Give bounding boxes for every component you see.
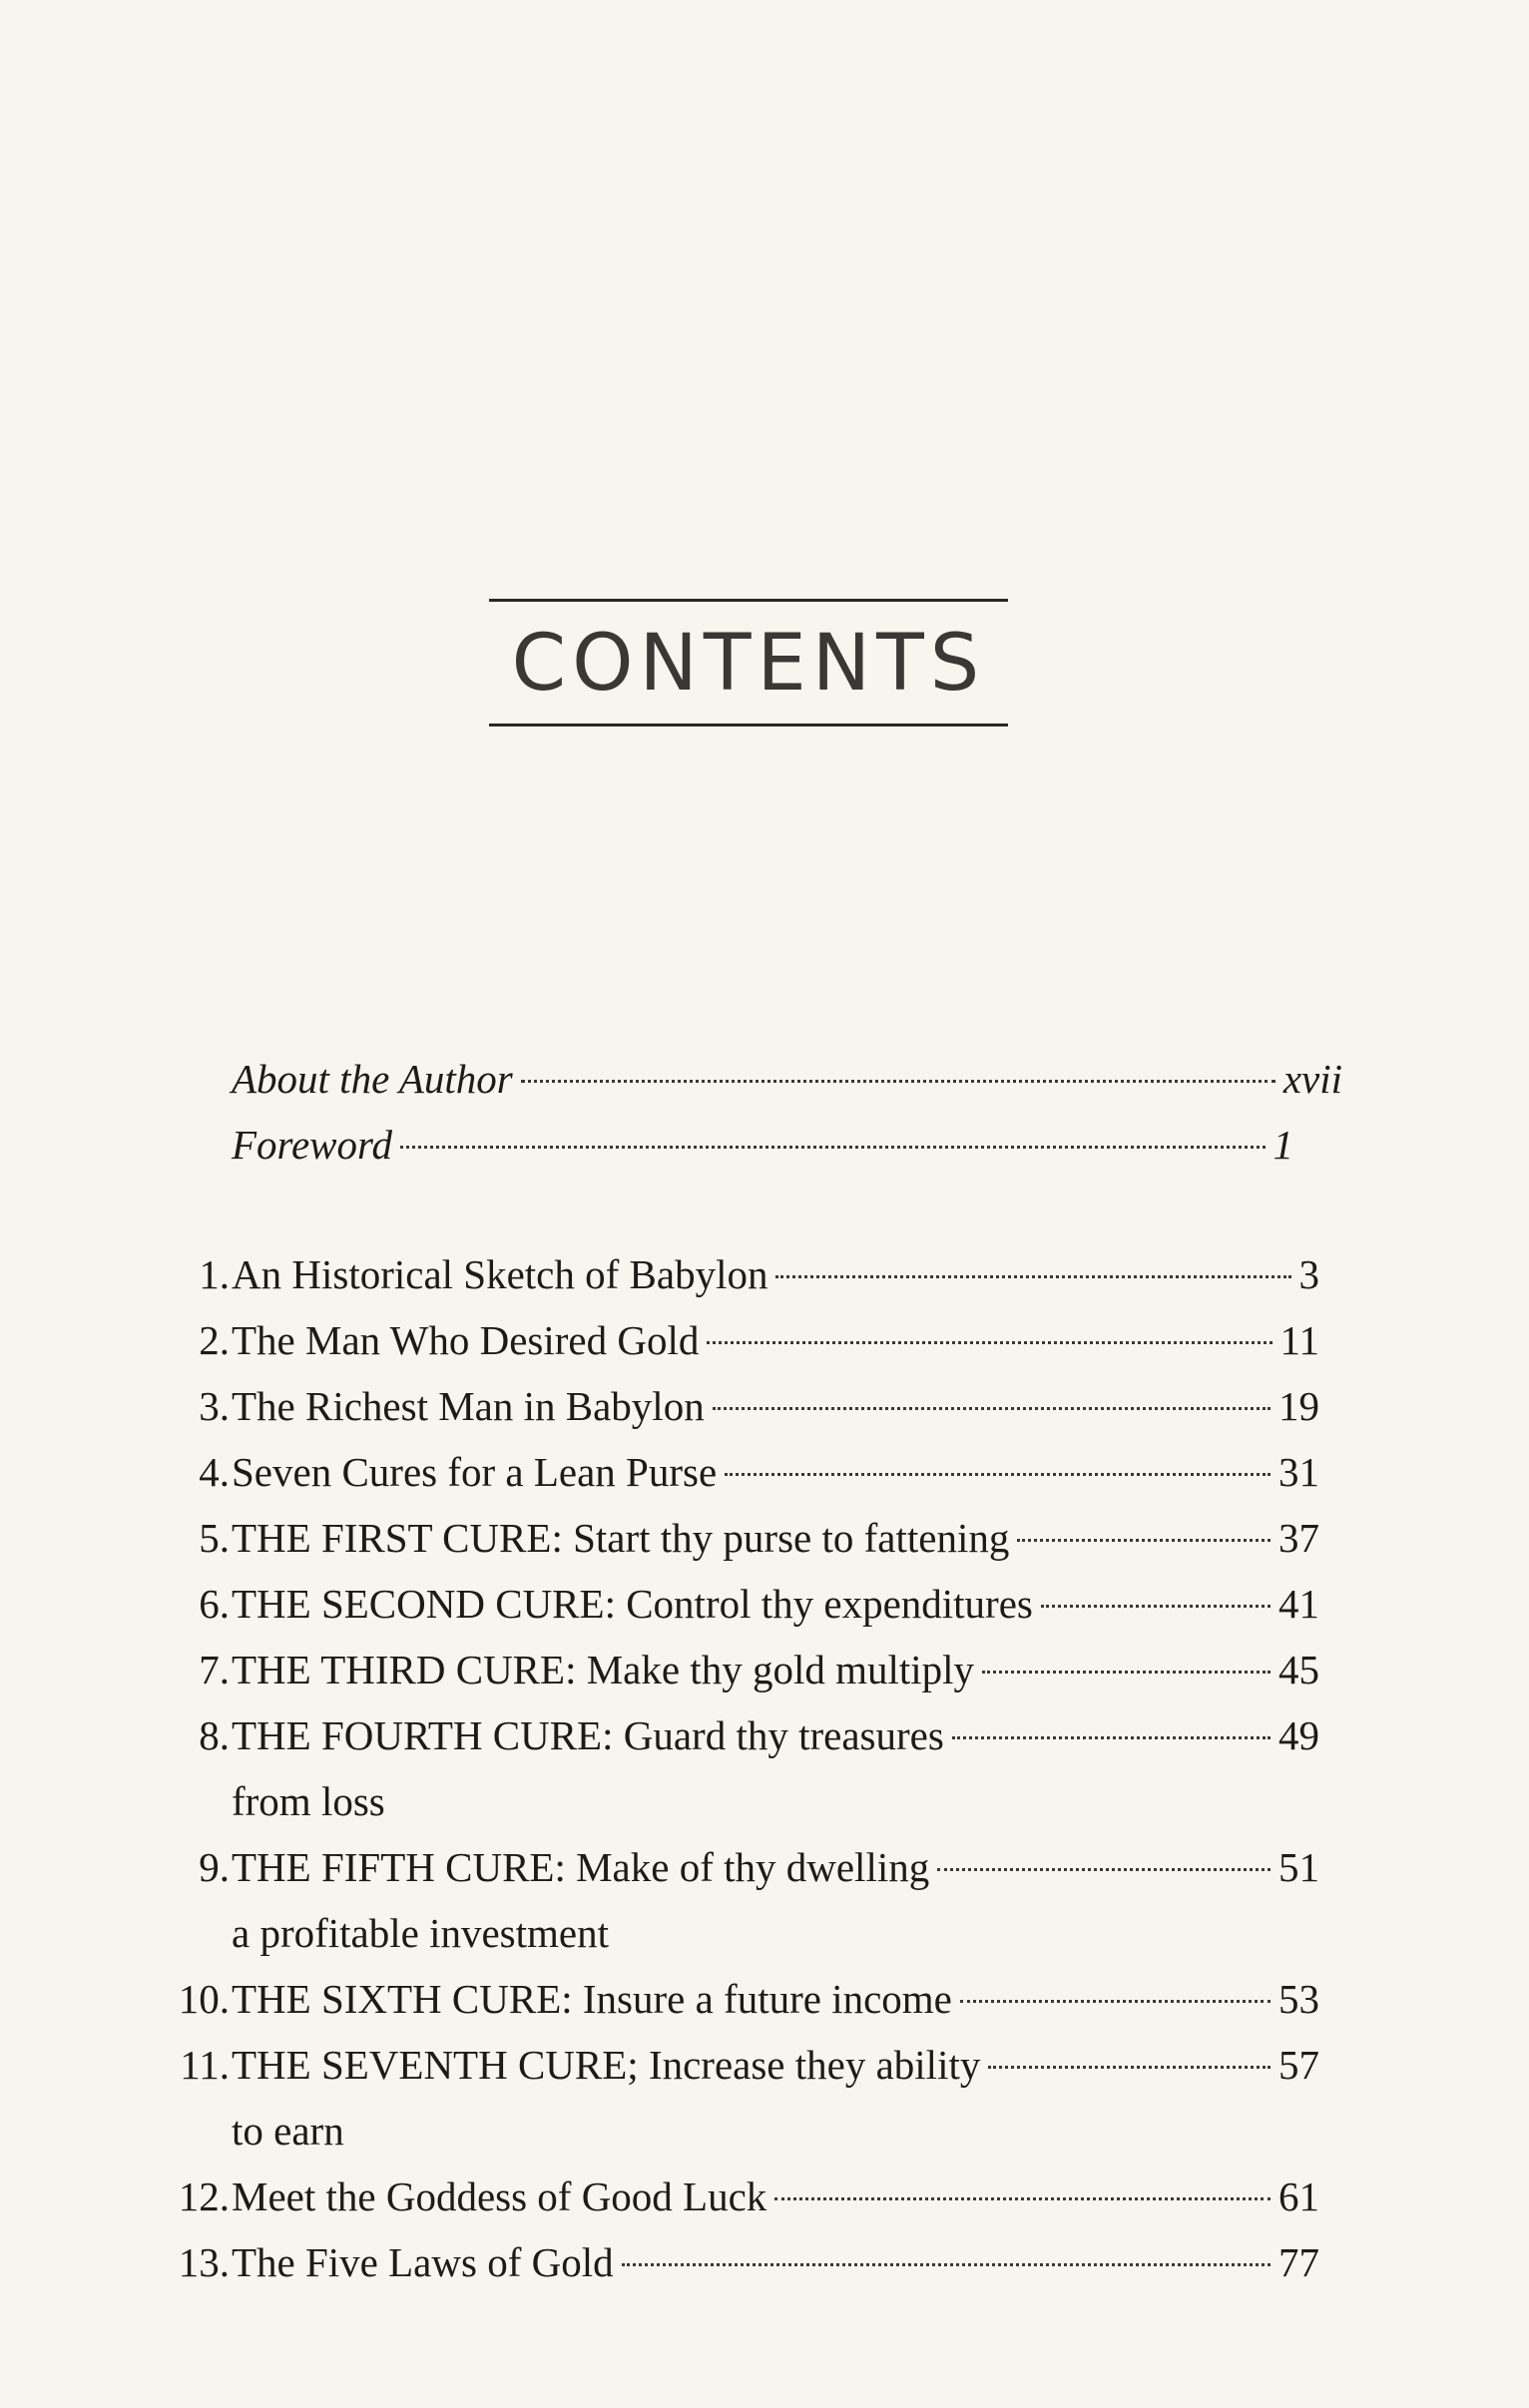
toc-entry-line — [232, 1834, 1319, 1900]
entry-title: THE THIRD CURE: Make thy gold multiply — [232, 1647, 975, 1692]
toc-entry-line — [232, 1571, 1319, 1637]
entry-title: THE FIFTH CURE: Make of thy dwelling — [232, 1844, 930, 1890]
page-number: 77 — [1278, 2239, 1319, 2285]
toc-entry-line — [232, 1373, 1319, 1439]
page-number: 11 — [1279, 1317, 1319, 1363]
chapter-item — [0, 1637, 1529, 1702]
entry-title: Seven Cures for a Lean Purse — [232, 1449, 718, 1495]
chapter-item — [0, 1966, 1529, 2032]
chapter-number: 10. — [178, 1976, 230, 2022]
chapter-number: 6. — [199, 1581, 230, 1627]
chapter-title-continuation: to earn — [232, 2108, 344, 2154]
page-number: 37 — [1278, 1515, 1319, 1561]
entry-title: About the Author — [232, 1056, 513, 1102]
toc-entry-line — [232, 2229, 1319, 2295]
toc-entry-line — [232, 1046, 1342, 1112]
toc-entry-line — [232, 1241, 1319, 1307]
page-number: xvii — [1282, 1056, 1342, 1102]
dot-leader — [713, 1407, 1271, 1410]
chapter-item — [0, 1373, 1529, 1439]
entry-title: THE FIRST CURE: Start thy purse to fattening — [232, 1515, 1010, 1561]
entry-title: An Historical Sketch of Babylon — [232, 1251, 768, 1297]
toc-entry-line — [232, 1505, 1319, 1571]
dot-leader — [937, 1868, 1271, 1871]
chapter-number: 4. — [199, 1449, 230, 1495]
entry-title: The Five Laws of Gold — [232, 2239, 614, 2285]
dot-leader — [622, 2263, 1271, 2266]
chapter-item — [0, 2032, 1529, 2098]
chapter-number: 7. — [199, 1647, 230, 1692]
dot-leader — [988, 2066, 1271, 2069]
page-number: 1 — [1273, 1122, 1293, 1168]
chapter-item — [0, 1834, 1529, 1900]
dot-leader — [521, 1080, 1275, 1083]
page-number: 41 — [1278, 1581, 1319, 1627]
page-number: 61 — [1278, 2173, 1319, 2219]
toc-entry-line — [232, 1439, 1319, 1505]
chapter-title-continuation: from loss — [232, 1778, 385, 1824]
entry-title: THE SIXTH CURE: Insure a future income — [232, 1976, 952, 2022]
entry-title: The Man Who Desired Gold — [232, 1317, 700, 1363]
chapter-number: 5. — [199, 1515, 230, 1561]
chapter-item — [0, 1439, 1529, 1505]
toc-entry-line — [232, 1966, 1319, 2032]
front-matter-item — [0, 1112, 1529, 1178]
dot-leader — [725, 1473, 1271, 1476]
chapter-number: 8. — [199, 1712, 230, 1758]
chapter-number: 2. — [199, 1317, 230, 1363]
dot-leader — [775, 1275, 1290, 1278]
dot-leader — [952, 1736, 1271, 1739]
chapter-item — [0, 1702, 1529, 1768]
chapter-number: 13. — [178, 2239, 230, 2285]
chapter-number: 1. — [199, 1251, 230, 1297]
chapter-item — [0, 1505, 1529, 1571]
top-rule — [489, 599, 1008, 602]
page-number: 3 — [1298, 1251, 1319, 1297]
page-number: 53 — [1278, 1976, 1319, 2022]
dot-leader — [1017, 1539, 1271, 1542]
chapter-item — [0, 2164, 1529, 2229]
entry-title: Meet the Goddess of Good Luck — [232, 2173, 767, 2219]
dot-leader — [774, 2197, 1271, 2200]
page-number: 51 — [1278, 1844, 1319, 1890]
entry-title: THE FOURTH CURE: Guard thy treasures — [232, 1712, 944, 1758]
dot-leader — [1041, 1605, 1271, 1608]
entry-title: The Richest Man in Babylon — [232, 1383, 705, 1429]
chapter-item — [0, 2229, 1529, 2295]
front-matter-item — [0, 1046, 1529, 1112]
toc-entry-line — [232, 2032, 1319, 2098]
chapter-item — [0, 1307, 1529, 1373]
entry-title: THE SECOND CURE: Control thy expenditures — [232, 1581, 1033, 1627]
dot-leader — [960, 2000, 1271, 2003]
toc-entry-line — [232, 2164, 1319, 2229]
page-title: CONTENTS — [511, 619, 986, 709]
chapter-number: 12. — [178, 2173, 230, 2219]
page-number: 45 — [1278, 1647, 1319, 1692]
page-number: 19 — [1278, 1383, 1319, 1429]
toc-entry-line — [232, 1637, 1319, 1702]
page-number: 31 — [1278, 1449, 1319, 1495]
dot-leader — [982, 1671, 1271, 1674]
chapter-number: 3. — [199, 1383, 230, 1429]
toc-entry-line — [232, 1307, 1319, 1373]
chapter-title-continuation: a profitable investment — [232, 1910, 609, 1956]
chapter-number: 9. — [199, 1844, 230, 1890]
chapter-number: 11. — [180, 2042, 230, 2088]
entry-title: THE SEVENTH CURE; Increase they ability — [232, 2042, 981, 2088]
page-number: 49 — [1278, 1712, 1319, 1758]
entry-title: Foreword — [232, 1122, 392, 1168]
toc-entry-line — [232, 1702, 1319, 1768]
chapter-item — [0, 1571, 1529, 1637]
dot-leader — [400, 1146, 1266, 1149]
chapter-item — [0, 1241, 1529, 1307]
contents-header — [489, 599, 1008, 726]
toc-entry-line — [232, 1112, 1293, 1178]
dot-leader — [707, 1341, 1272, 1344]
page-number: 57 — [1278, 2042, 1319, 2088]
bottom-rule — [489, 723, 1008, 726]
